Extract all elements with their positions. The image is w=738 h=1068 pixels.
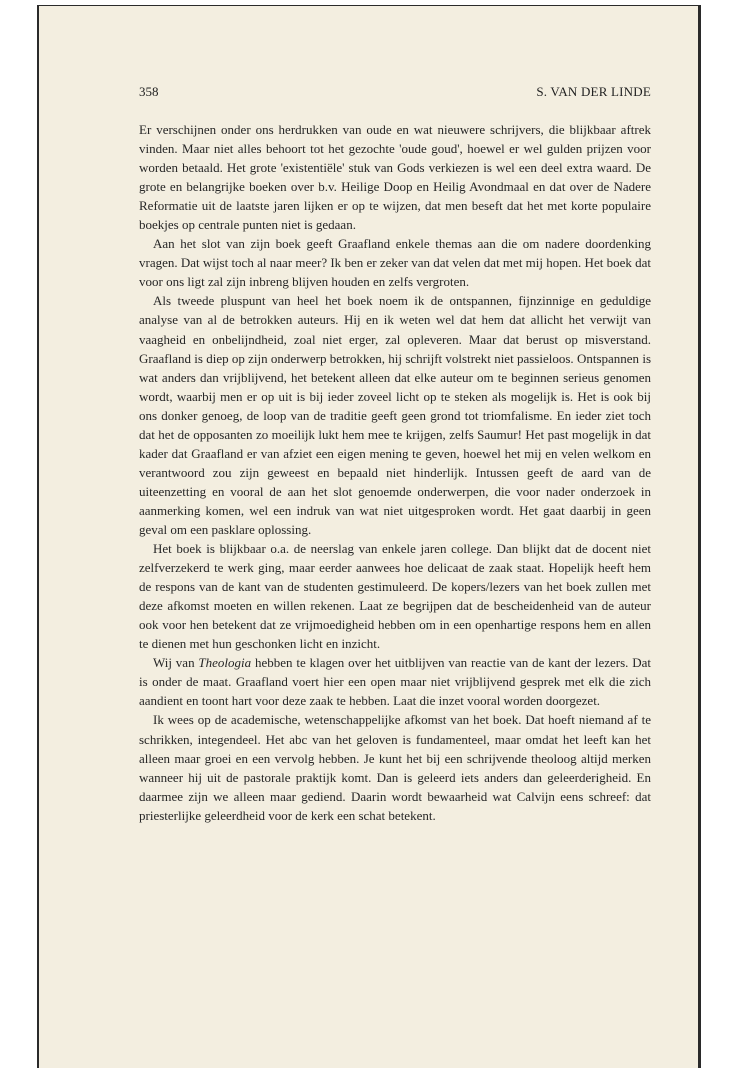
paragraph-5-rest: hebben te klagen over het uitblijven van reactie van de kant der lezers. Dat is onder de maat. Graafland voert hier een open maar niet vrijblijvend gesprek met elk die zich aandient en toont hart voor deze zaak te hebben. Laat die inzet vooral worden doorgezet. [139, 655, 651, 709]
paragraph-4: Het boek is blijkbaar o.a. de neerslag van enkele jaren college. Dan blijkt dat de docent niet zelfverzekerd te werk ging, maar eerder aanwees hoe delicaat de zaak staat. Hopelijk heeft hem de respons van de kant van de studenten gestimuleerd. De kopers/lezers van het boek zullen met deze afkomst moeten en willen rekenen. Laat ze begrijpen dat de bescheidenheid van de auteur ook voor hen betekent dat ze vrijmoedigheid hebben om in een openhartige respons hem en allen te dienen met hun geschonken licht en inzicht. [139, 541, 651, 652]
paragraph-1: Er verschijnen onder ons herdrukken van oude en wat nieuwere schrijvers, die blijkbaar aftrek vinden. Maar niet alles behoort tot het gezochte 'oude goud', hoewel er wel gulden prijzen voor worden betaald. Het grote 'existentiële' stuk van Gods verkiezen is wel een deel extra waard. De grote en belangrijke boeken over b.v. Heilige Doop en Heilig Avondmaal en dat over de Nadere Reformatie uit de laatste jaren lijken er op te wijzen, dat men beseft dat het met korte populaire boekjes op centrale punten niet is gedaan. [139, 122, 651, 233]
paragraph-3: Als tweede pluspunt van heel het boek noem ik de ontspannen, fijnzinnige en geduldige analyse van al de betrokken auteurs. Hij en ik weten wel dat hem dat allicht het verwijt van vaagheid en onbelijndheid, zoal niet erger, zal opleveren. Maar dat berust op misverstand. Graafland is diep op zijn onderwerp betrokken, hij schrijft volstrekt niet passieloos. Ontspannen is wat anders dan vrijblijvend, het betekent alleen dat elke auteur om te beginnen serieus genomen wordt, waarbij men er op uit is bij ieder zoveel licht op te steken als mogelijk is. Het is ook bij ons donker genoeg, de loop van de traditie geeft geen grond tot triomfalisme. En ieder ziet toch dat het de opposanten zo moeilijk lukt hem mee te krijgen, zelfs Saumur! Het past mogelijk in dat kader dat Graafland er van afziet een eigen mening te geven, hoewel het mij en velen welkom en verantwoord zou zijn geweest en bepaald niet hinderlijk. Intussen geeft de aard van de uiteenzetting en vooral de aan het slot genoemde onderwerpen, die voor nader onderzoek in aanmerking komen, wel een indruk van wat niet uitgesproken wordt. Het gaat daarbij in geen geval om een pasklare oplossing. [139, 293, 651, 537]
paragraph-2: Aan het slot van zijn boek geeft Graafland enkele themas aan die om nadere doordenking vragen. Dat wijst toch al naar meer? Ik ben er zeker van dat velen dat met mij hopen. Het boek dat voor ons ligt zal zijn inbreng blijven houden en zelfs vergroten. [139, 236, 651, 290]
paragraph-5 [139, 653, 651, 710]
article-body [139, 120, 651, 825]
running-head: S. VAN DER LINDE [536, 84, 651, 99]
paragraph-5-lead: Wij van [153, 655, 199, 671]
page-header [139, 84, 651, 102]
journal-title: Theologia [198, 655, 252, 671]
paragraph-6: Ik wees op de academische, wetenschappelijke afkomst van het boek. Dat hoeft niemand af te schrikken, integendeel. Het abc van het geloven is fundamenteel, maar omdat het leeft kan het alleen maar groei en een vervolg hebben. Je kunt het bij een schrijvende theoloog altijd merken wanneer hij uit de pastorale praktijk komt. Dan is geleerd iets anders dan geleerderigheid. En daarmee zijn we alleen maar gediend. Daarin wordt bewaarheid wat Calvijn eens schreef: dat priesterlijke geleerdheid voor de kerk een schat betekent. [139, 712, 651, 823]
page-number: 358 [139, 84, 159, 99]
